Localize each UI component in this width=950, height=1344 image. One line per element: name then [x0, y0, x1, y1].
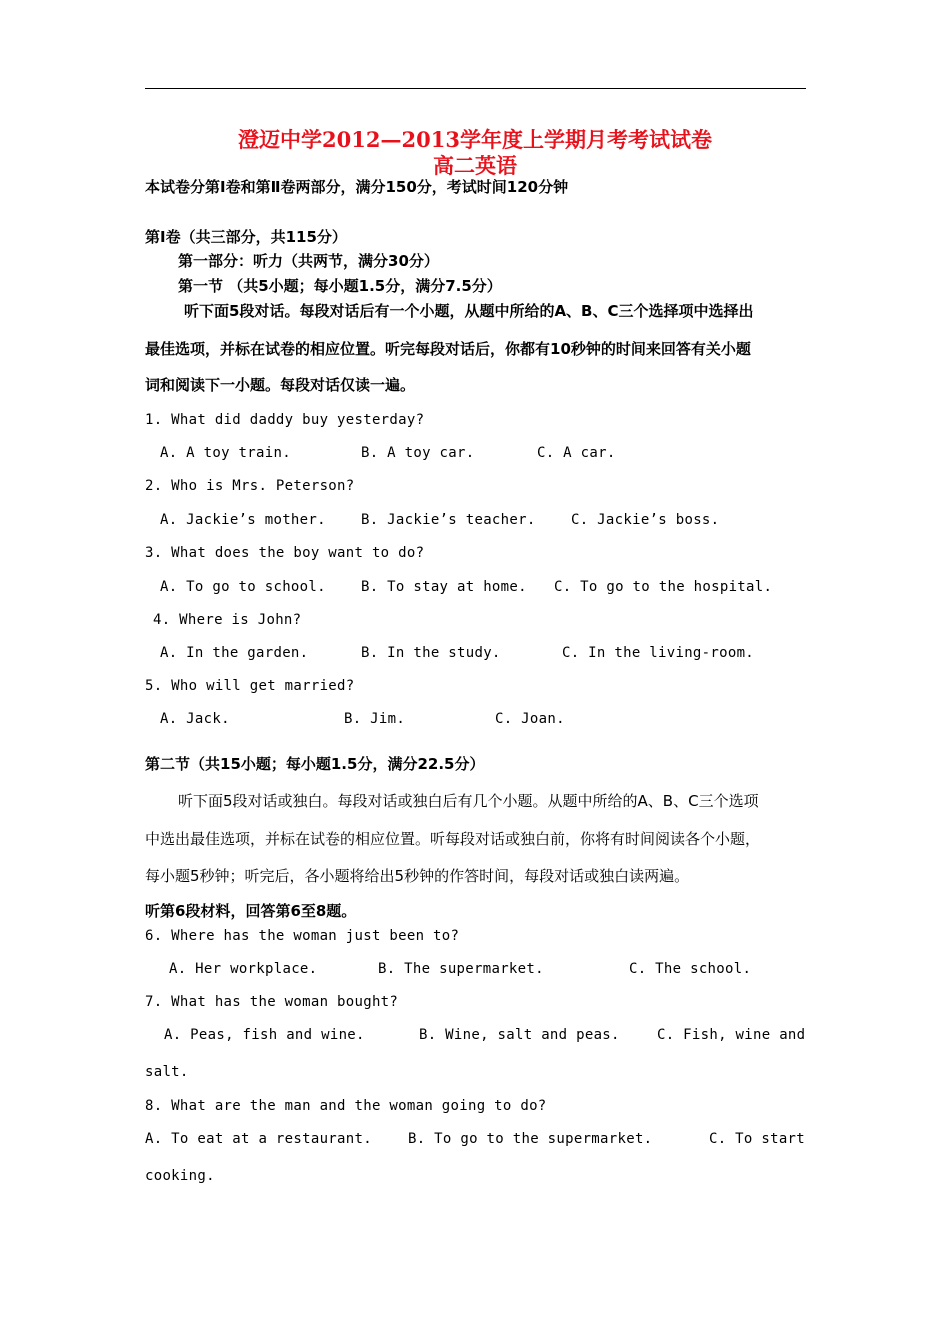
exam-intro: 本试卷分第Ⅰ卷和第Ⅱ卷两部分，满分150分，考试时间120分钟 — [145, 178, 569, 196]
option-a: A. Peas, fish and wine. — [164, 1027, 365, 1043]
option-b: B. Jim. — [344, 711, 406, 727]
header-rule — [145, 88, 806, 89]
section2-instruction: 听下面5段对话或独白。每段对话或独白后有几个小题。从题中所给的A、B、C三个选项 — [178, 792, 759, 810]
volume1-heading: 第Ⅰ卷（共三部分，共115分） — [145, 228, 347, 246]
option-a: A. Her workplace. — [169, 961, 318, 977]
option-b: B. In the study. — [361, 645, 501, 661]
option-c-continued: salt. — [145, 1064, 189, 1080]
exam-subject: 高二英语 — [433, 153, 517, 178]
question-3: 3. What does the boy want to do? — [145, 545, 425, 561]
option-b: B. Jackie’s teacher. — [361, 512, 536, 528]
option-a: A. To eat at a restaurant. — [145, 1131, 372, 1147]
option-b: B. Wine, salt and peas. — [419, 1027, 620, 1043]
option-c: C. Fish, wine and — [657, 1027, 806, 1043]
option-b: B. A toy car. — [361, 445, 475, 461]
option-a: A. Jackie’s mother. — [160, 512, 326, 528]
question-4: 4. Where is John? — [153, 612, 302, 628]
section2-instruction: 每小题5秒钟；听完后，各小题将给出5秒钟的作答时间，每段对话或独白读两遍。 — [145, 867, 690, 885]
exam-title: 澄迈中学2012—2013学年度上学期月考考试试卷 — [238, 127, 712, 152]
option-c: C. To go to the hospital. — [554, 579, 773, 595]
section1-instruction: 词和阅读下一小题。每段对话仅读一遍。 — [145, 376, 416, 394]
option-a: A. A toy train. — [160, 445, 291, 461]
option-a: A. In the garden. — [160, 645, 309, 661]
option-b: B. To stay at home. — [361, 579, 527, 595]
section2-heading: 第二节（共15小题；每小题1.5分，满分22.5分） — [145, 755, 485, 773]
question-8: 8. What are the man and the woman going to do? — [145, 1098, 547, 1114]
option-b: B. The supermarket. — [378, 961, 544, 977]
option-a: A. Jack. — [160, 711, 230, 727]
option-c: C. A car. — [537, 445, 616, 461]
section1-heading: 第一节 （共5小题；每小题1.5分，满分7.5分） — [178, 277, 502, 295]
question-1: 1. What did daddy buy yesterday? — [145, 412, 425, 428]
section1-instruction: 听下面5段对话。每段对话后有一个小题，从题中所给的A、B、C三个选择项中选择出 — [184, 302, 754, 320]
option-a: A. To go to school. — [160, 579, 326, 595]
section1-instruction: 最佳选项，并标在试卷的相应位置。听完每段对话后，你都有10秒钟的时间来回答有关小题 — [145, 340, 751, 358]
option-c: C. Joan. — [495, 711, 565, 727]
material-6-heading: 听第6段材料，回答第6至8题。 — [145, 902, 357, 920]
question-7: 7. What has the woman bought? — [145, 994, 399, 1010]
question-2: 2. Who is Mrs. Peterson? — [145, 478, 355, 494]
question-5: 5. Who will get married? — [145, 678, 355, 694]
section2-instruction: 中选出最佳选项，并标在试卷的相应位置。听每段对话或独白前，你将有时间阅读各个小题， — [145, 830, 761, 848]
option-c: C. The school. — [629, 961, 752, 977]
option-c-continued: cooking. — [145, 1168, 215, 1184]
option-b: B. To go to the supermarket. — [408, 1131, 653, 1147]
option-c: C. In the living-room. — [562, 645, 755, 661]
option-c: C. Jackie’s boss. — [571, 512, 720, 528]
question-6: 6. Where has the woman just been to? — [145, 928, 460, 944]
option-c: C. To start — [709, 1131, 806, 1147]
part1-heading: 第一部分：听力（共两节，满分30分） — [178, 252, 439, 270]
